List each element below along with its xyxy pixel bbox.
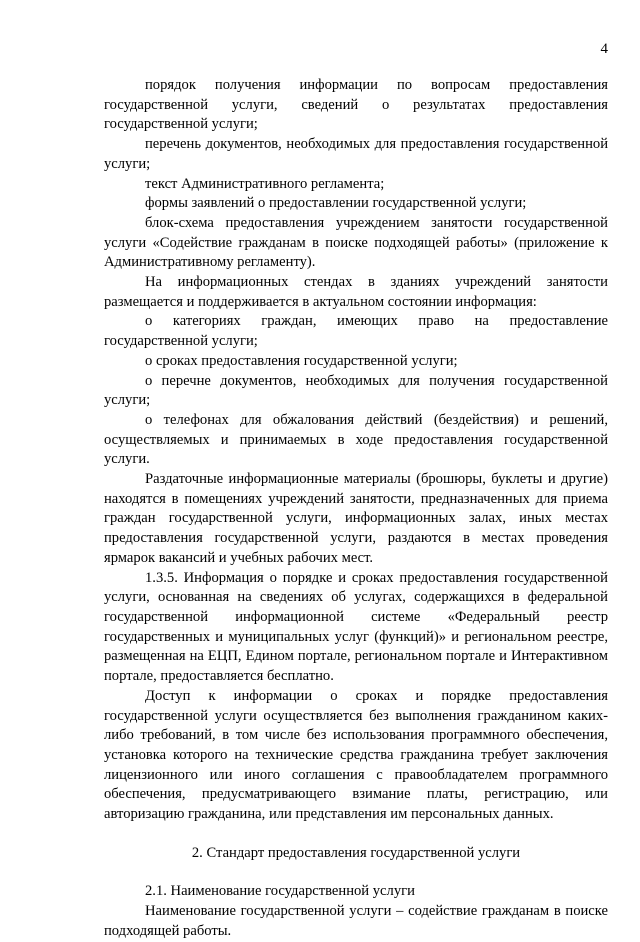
- paragraph-appeal-phones: о телефонах для обжалования действий (бездействия) и решений, осуществляемых и принимаемых в ходе предоставления государственной услуги.: [104, 411, 608, 468]
- page-number: 4: [600, 41, 608, 57]
- paragraph-handout-materials: Раздаточные информационные материалы (брошюры, буклеты и другие) находятся в помещениях учреждений занятости, предназначенных для приема граждан государственной услуги, информационных залах, иных местах предоставления государственной услуги, раздаются в местах проведения ярмарок вакансий и учебных рабочих мест.: [104, 471, 608, 566]
- paragraph-info-stands: На информационных стендах в зданиях учреждений занятости размещается и поддерживается в актуальном состоянии информация:: [104, 274, 608, 310]
- paragraph-documents-list: перечень документов, необходимых для предоставления государственной услуги;: [104, 136, 608, 172]
- paragraph-regulation-text: текст Административного регламента;: [145, 175, 385, 192]
- document-body: [104, 76, 608, 942]
- paragraph-service-name: Наименование государственной услуги – содействие гражданам в поиске подходящей работы.: [104, 903, 608, 939]
- subsection-heading: 2.1. Наименование государственной услуги: [145, 883, 415, 900]
- paragraph-info-procedure: порядок получения информации по вопросам предоставления государственной услуги, сведений о результатах предоставления государственной услуги;: [104, 77, 608, 133]
- paragraph-application-forms: формы заявлений о предоставлении государственной услуги;: [145, 195, 527, 212]
- section-heading: 2. Стандарт предоставления государственной услуги: [191, 844, 521, 861]
- paragraph-flowchart: блок-схема предоставления учреждением занятости государственной услуги «Содействие гражданам в поиске подходящей работы» (приложение к Административному регламенту).: [104, 214, 608, 271]
- paragraph-service-terms: о сроках предоставления государственной услуги;: [145, 352, 458, 369]
- paragraph-required-documents: о перечне документов, необходимых для получения государственной услуги;: [104, 372, 608, 409]
- paragraph-1-3-5: 1.3.5. Информация о порядке и сроках предоставления государственной услуги, основанная на сведениях об услугах, содержащихся в федеральной государственной информационной системе «Федеральный реестр государственных и муниципальных услуг (функций)» и региональном реестре, размещенная на ЕЦП, Едином портале, региональном портале и Интерактивном портале, предоставляется бесплатно.: [104, 569, 608, 685]
- paragraph-info-access: Доступ к информации о сроках и порядке предоставления государственной услуги осуществляется без выполнения гражданином каких-либо требований, в том числе без использования программного обеспечения, установка которого на технические средства гражданина требует заключения лицензионного или иного соглашения с правообладателем программного обеспечения, предусматривающего взимание платы, регистрацию, или авторизацию гражданина, или представления им персональных данных.: [104, 687, 608, 823]
- paragraph-citizen-categories: о категориях граждан, имеющих право на предоставление государственной услуги;: [104, 313, 608, 350]
